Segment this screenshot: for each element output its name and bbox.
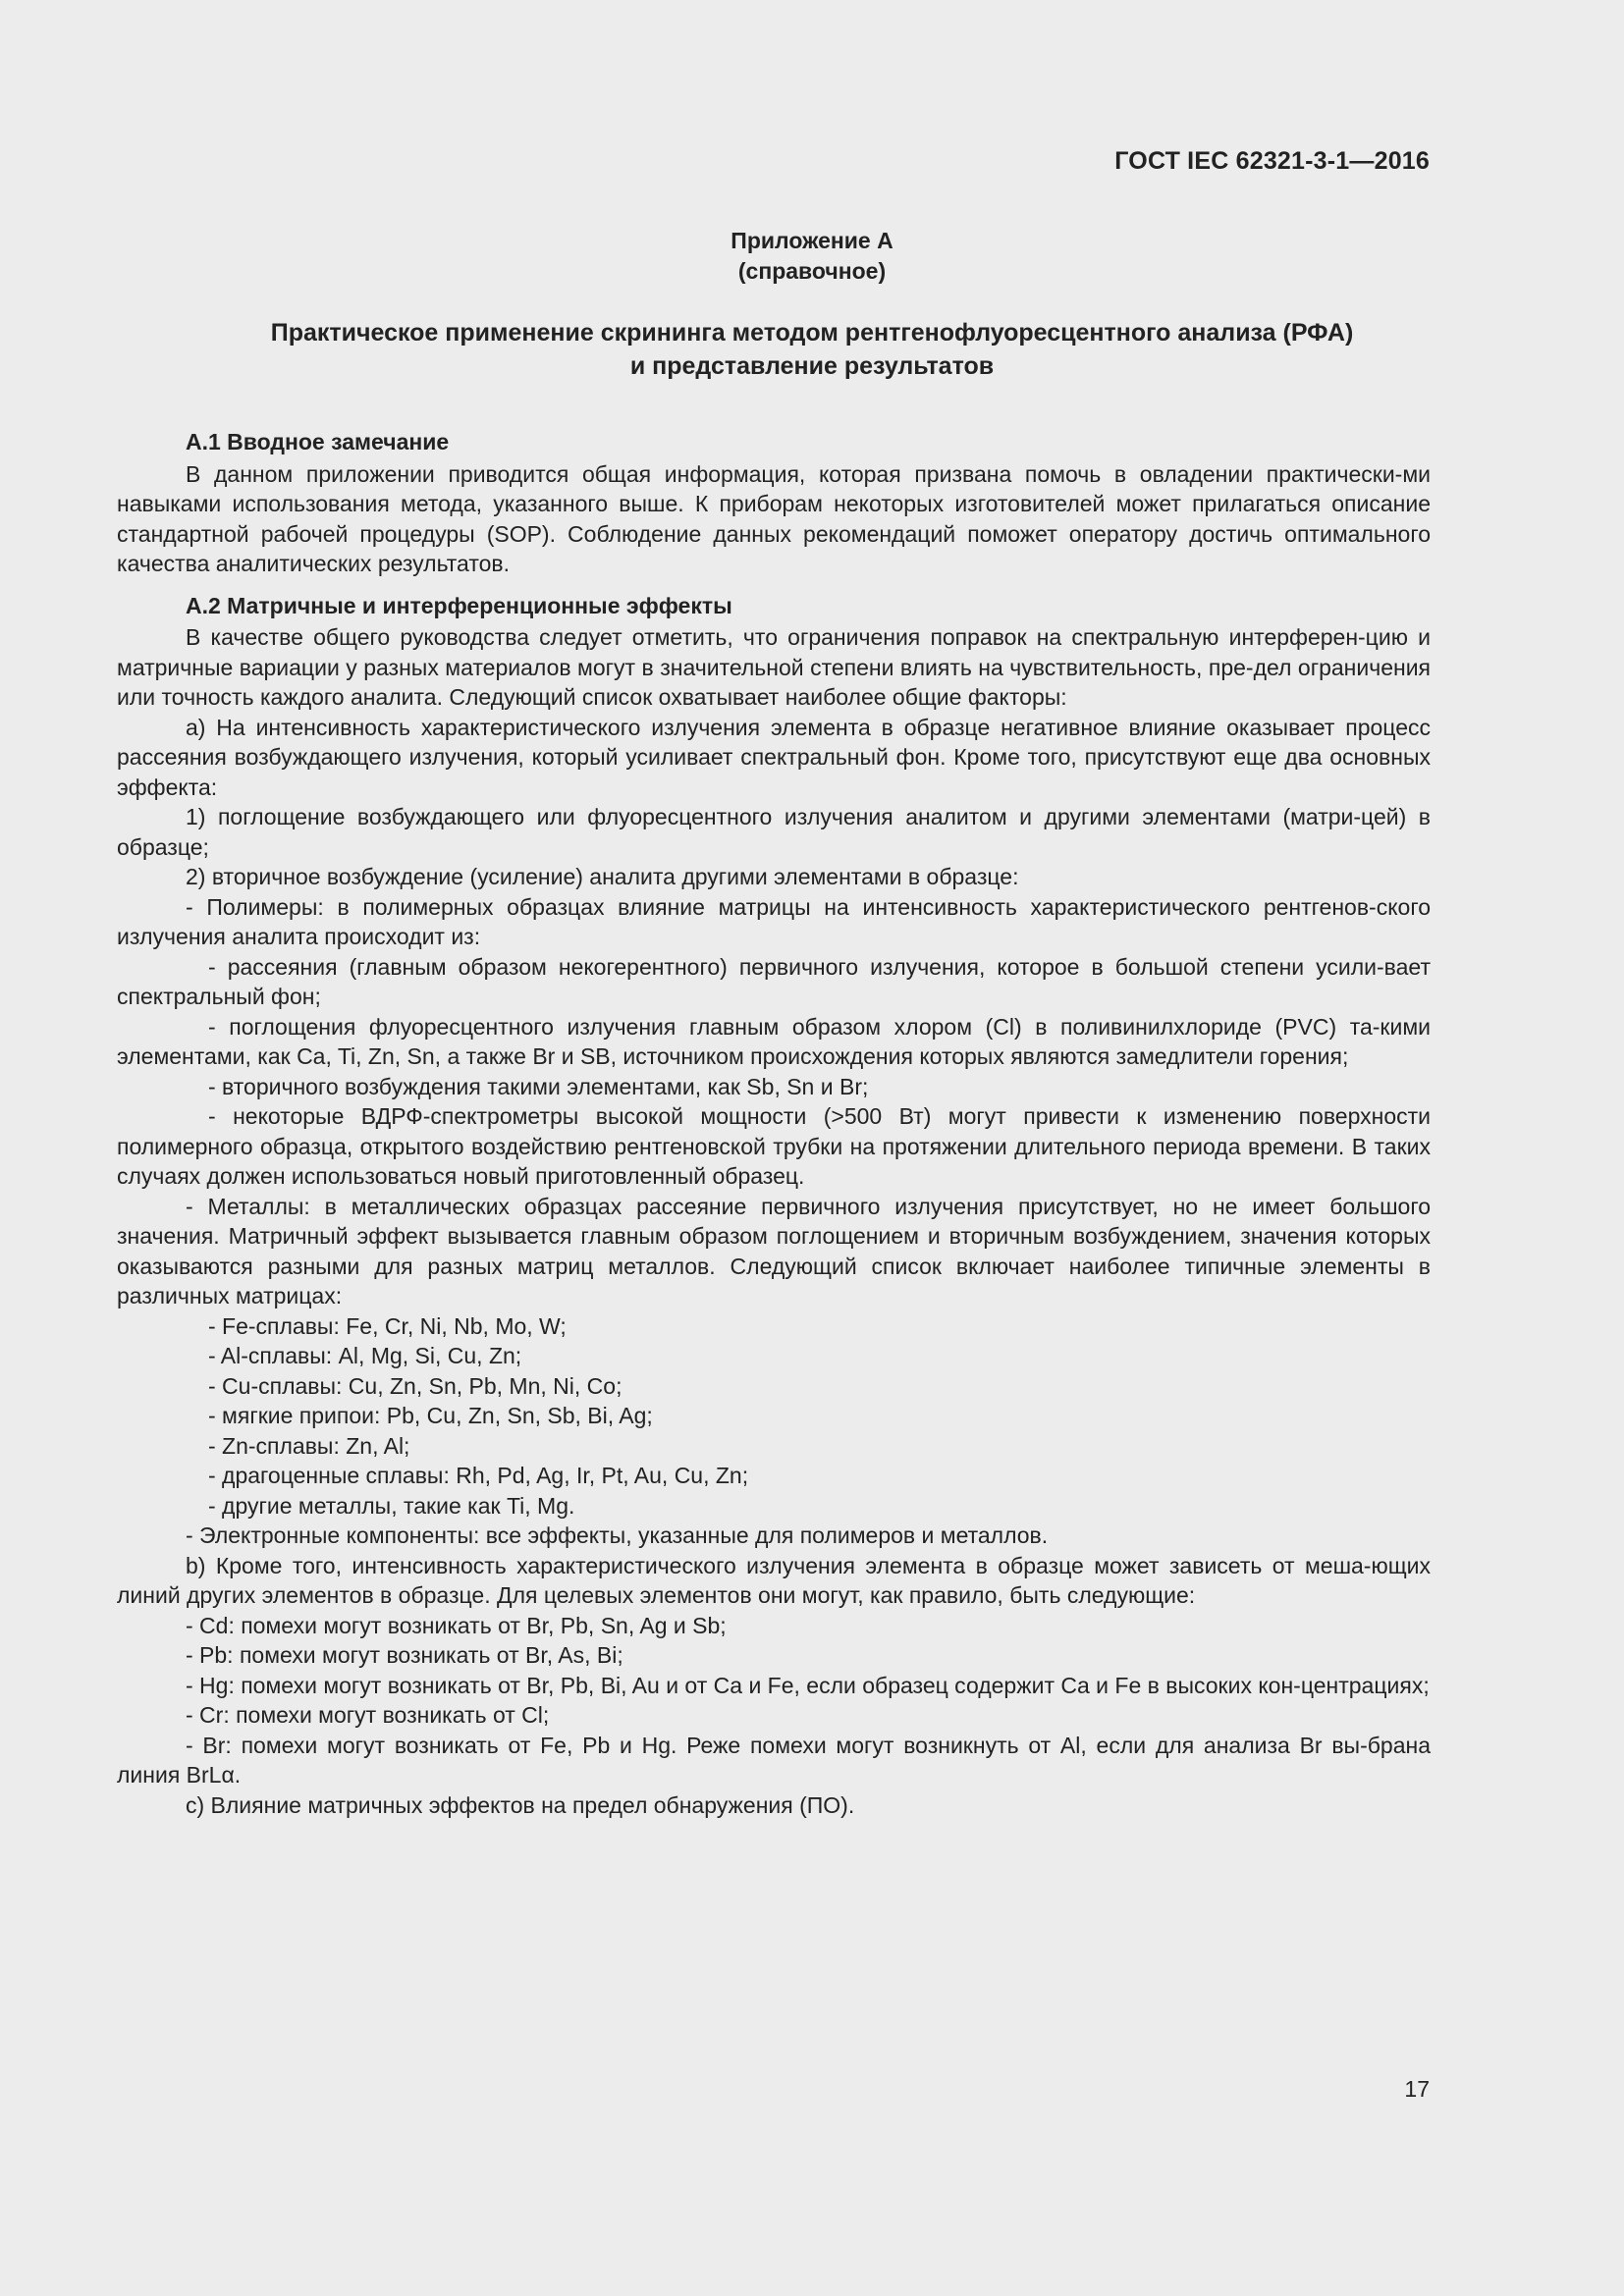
list-item: c) Влияние матричных эффектов на предел обнаружения (ПО). [186, 1791, 855, 1818]
page-title [118, 316, 1506, 383]
list-item: - Полимеры: в полимерных образцах влияние матрицы на интенсивность характеристического рентгенов-ского излучения аналита происходит из: [117, 893, 1431, 949]
appendix-type: (справочное) [737, 258, 887, 284]
appendix-heading [0, 226, 1624, 287]
list-item: - Cd: помехи могут возникать от Br, Pb, Sn, Ag и Sb; [186, 1612, 727, 1638]
list-item: - Cr: помехи могут возникать от Cl; [186, 1702, 550, 1728]
paragraph: В данном приложении приводится общая информация, которая призвана помочь в овладении практически-ми навыками использования метода, указанного выше. К приборам некоторых изготовителей может прилагаться описание стандартной рабочей процедуры (SOP). Соблюдение данных рекомендаций поможет оператору достичь оптимального качества аналитических результатов. [117, 460, 1431, 576]
list-item: b) Кроме того, интенсивность характеристического излучения элемента в образце может зависеть от меша-ющих линий других элементов в образце. Для целевых элементов они могут, как правило, быть следующие: [117, 1552, 1431, 1608]
list-item: - вторичного возбуждения такими элементами, как Sb, Sn и Br; [208, 1073, 869, 1099]
appendix-label: Приложение А [731, 228, 893, 253]
title-line-1: Практическое применение скрининга методом рентгенофлуоресцентного анализа (РФА) [270, 319, 1354, 347]
section-heading-a1: А.1 Вводное замечание [186, 429, 450, 454]
list-item: - Al-сплавы: Al, Mg, Si, Cu, Zn; [208, 1343, 522, 1368]
list-item: - Br: помехи могут возникать от Fe, Pb и Hg. Реже помехи могут возникнуть от Al, если для анализа Br вы-брана линия BrLα. [117, 1732, 1431, 1788]
document-body [117, 427, 1431, 1820]
paragraph: В качестве общего руководства следует отметить, что ограничения поправок на спектральную интерферен-цию и матричные вариации у разных материалов могут в значительной степени влиять на чувствительность, пре-дел ограничения или точность каждого аналита. Следующий список охватывает наиболее общие факторы: [117, 624, 1431, 710]
list-item: - Fe-сплавы: Fe, Cr, Ni, Nb, Mo, W; [208, 1312, 567, 1339]
list-item: - рассеяния (главным образом некогерентного) первичного излучения, которое в большой степени усили-вает спектральный фон; [117, 953, 1431, 1009]
list-item: - Hg: помехи могут возникать от Br, Pb, Bi, Au и от Ca и Fe, если образец содержит Ca и Fe в высоких кон-центрациях; [186, 1672, 1430, 1698]
list-item: - Cu-сплавы: Cu, Zn, Sn, Pb, Mn, Ni, Co; [208, 1372, 623, 1399]
title-line-2: и представление результатов [629, 352, 995, 380]
list-item: - другие металлы, такие как Ti, Mg. [208, 1492, 575, 1519]
list-item: - поглощения флуоресцентного излучения главным образом хлором (Cl) в поливинилхлориде (PVC) та-кими элементами, как Ca, Ti, Zn, Sn, а также Br и SB, источником происхождения которых являются замедлители горения; [117, 1013, 1431, 1069]
list-item: - Металлы: в металлических образцах рассеяние первичного излучения присутствует, но не имеет большого значения. Матричный эффект вызывается главным образом поглощением и вторичным возбуждением, значения которых оказываются разными для разных матриц металлов. Следующий список включает наиболее типичные элементы в различных матрицах: [117, 1193, 1431, 1308]
list-item: - мягкие припои: Pb, Cu, Zn, Sn, Sb, Bi, Ag; [208, 1403, 653, 1428]
list-item: 1) поглощение возбуждающего или флуоресцентного излучения аналитом и другими элементами (матри-цей) в образце; [117, 804, 1431, 860]
list-item: - некоторые ВДРФ-спектрометры высокой мощности (>500 Вт) могут привести к изменению поверхности полимерного образца, открытого воздействию рентгеновской трубки на протяжении длительного периода времени. В таких случаях должен использоваться новый приготовленный образец. [117, 1103, 1431, 1189]
page-number: 17 [1404, 2076, 1430, 2102]
section-heading-a2: А.2 Матричные и интерференционные эффекты [186, 592, 732, 618]
list-item: - Zn-сплавы: Zn, Al; [208, 1432, 410, 1459]
list-item: - драгоценные сплавы: Rh, Pd, Ag, Ir, Pt, Au, Cu, Zn; [208, 1463, 749, 1488]
list-item: - Pb: помехи могут возникать от Br, As, Bi; [186, 1642, 623, 1668]
list-item: 2) вторичное возбуждение (усиление) аналита другими элементами в образце: [186, 864, 1019, 889]
document-code: ГОСТ IEC 62321-3-1—2016 [1114, 147, 1430, 175]
list-item: а) На интенсивность характеристического излучения элемента в образце негативное влияние оказывает процесс рассеяния возбуждающего излучения, который усиливает спектральный фон. Кроме того, присутствуют еще два основных эффекта: [117, 714, 1431, 800]
list-item: - Электронные компоненты: все эффекты, указанные для полимеров и металлов. [186, 1522, 1049, 1548]
